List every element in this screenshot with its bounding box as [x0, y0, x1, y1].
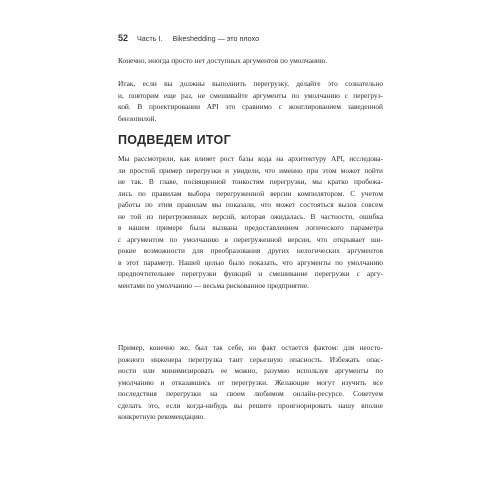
text-line: не той из перегруженных версий, которая ожидалась. В частности, ошибка: [118, 211, 383, 221]
page-number: 52: [118, 33, 129, 43]
text-line: кой. В проектировании API это сравнимо с жонглированием заведенной: [118, 102, 383, 112]
text-line: Итак, если вы должны выполнить перегрузку, делайте это сознательно: [118, 79, 383, 88]
text-line: работы по этим правилам мы показали, что может состояться вызов совсем: [118, 200, 383, 210]
section-heading: ПОДВЕДЕМ ИТОГ: [118, 133, 231, 147]
text-line: конкретную рекомендацию.: [118, 412, 206, 422]
text-line: в этот параметр. Нашей целью было показать, что аргументы по умолчанию: [118, 257, 383, 267]
text-line: сделать это, если когда-нибудь вы решите проигнорировать нашу вполне: [118, 400, 383, 410]
text-line: Конечно, иногда просто нет доступных аргументов по умолчанию.: [118, 56, 328, 65]
chapter-title: Bikeshedding — это плохо: [172, 34, 260, 43]
text-line: ности или минимизировать ее можно, разумно используя аргументы по: [118, 366, 383, 376]
text-line: не так. В главе, посвященной тонкостям перегрузки, мы кратко пробежа-: [118, 177, 383, 187]
text-line: и, повторим еще раз, не смешивайте аргументы по умолчанию с перегруз-: [118, 90, 383, 100]
text-line: ли простой пример перегрузки и увидели, что именно при этом может пойти: [118, 165, 383, 175]
text-line: рокие возможности для преобразования других нелогических аргументов: [118, 246, 383, 256]
text-line: предпочтительнее перегрузки функций и смешивание перегрузки с аргу-: [118, 269, 383, 279]
paragraph-overload-advice: [118, 78, 383, 124]
text-line: ментами по умолчанию — весьма рискованное предприятие.: [118, 281, 309, 291]
text-line: Мы рассмотрели, как влияет рост базы кода на архитектуру API, исследова-: [118, 154, 383, 163]
text-line: Пример, конечно же, был так себе, но факт остается фактом: для неосто-: [118, 343, 383, 352]
text-line: последствия перегрузки на своем любимом онлайн-ресурсе. Советуем: [118, 389, 383, 399]
text-line: бензопилой.: [118, 113, 157, 123]
part-label: Часть I.: [137, 34, 163, 43]
text-line: рожного инженера перегрузка таит серьезную опасность. Избежать опас-: [118, 354, 383, 364]
text-line: в нашем примере была вызвана предоставлением логического параметра: [118, 223, 383, 233]
running-header: [118, 31, 418, 45]
paragraph-default-args-note: [118, 55, 383, 67]
text-line: с аргументом по умолчанию в перегруженной версии, что открывает ши-: [118, 234, 383, 244]
paragraph-conclusion: [118, 342, 383, 423]
paragraph-summary: [118, 153, 383, 292]
text-line: лись по правилам выбора перегруженной версии компилятором. С учетом: [118, 188, 383, 198]
text-line: умолчанию и отказавшись от перегрузки. Желающие могут изучить все: [118, 377, 383, 387]
